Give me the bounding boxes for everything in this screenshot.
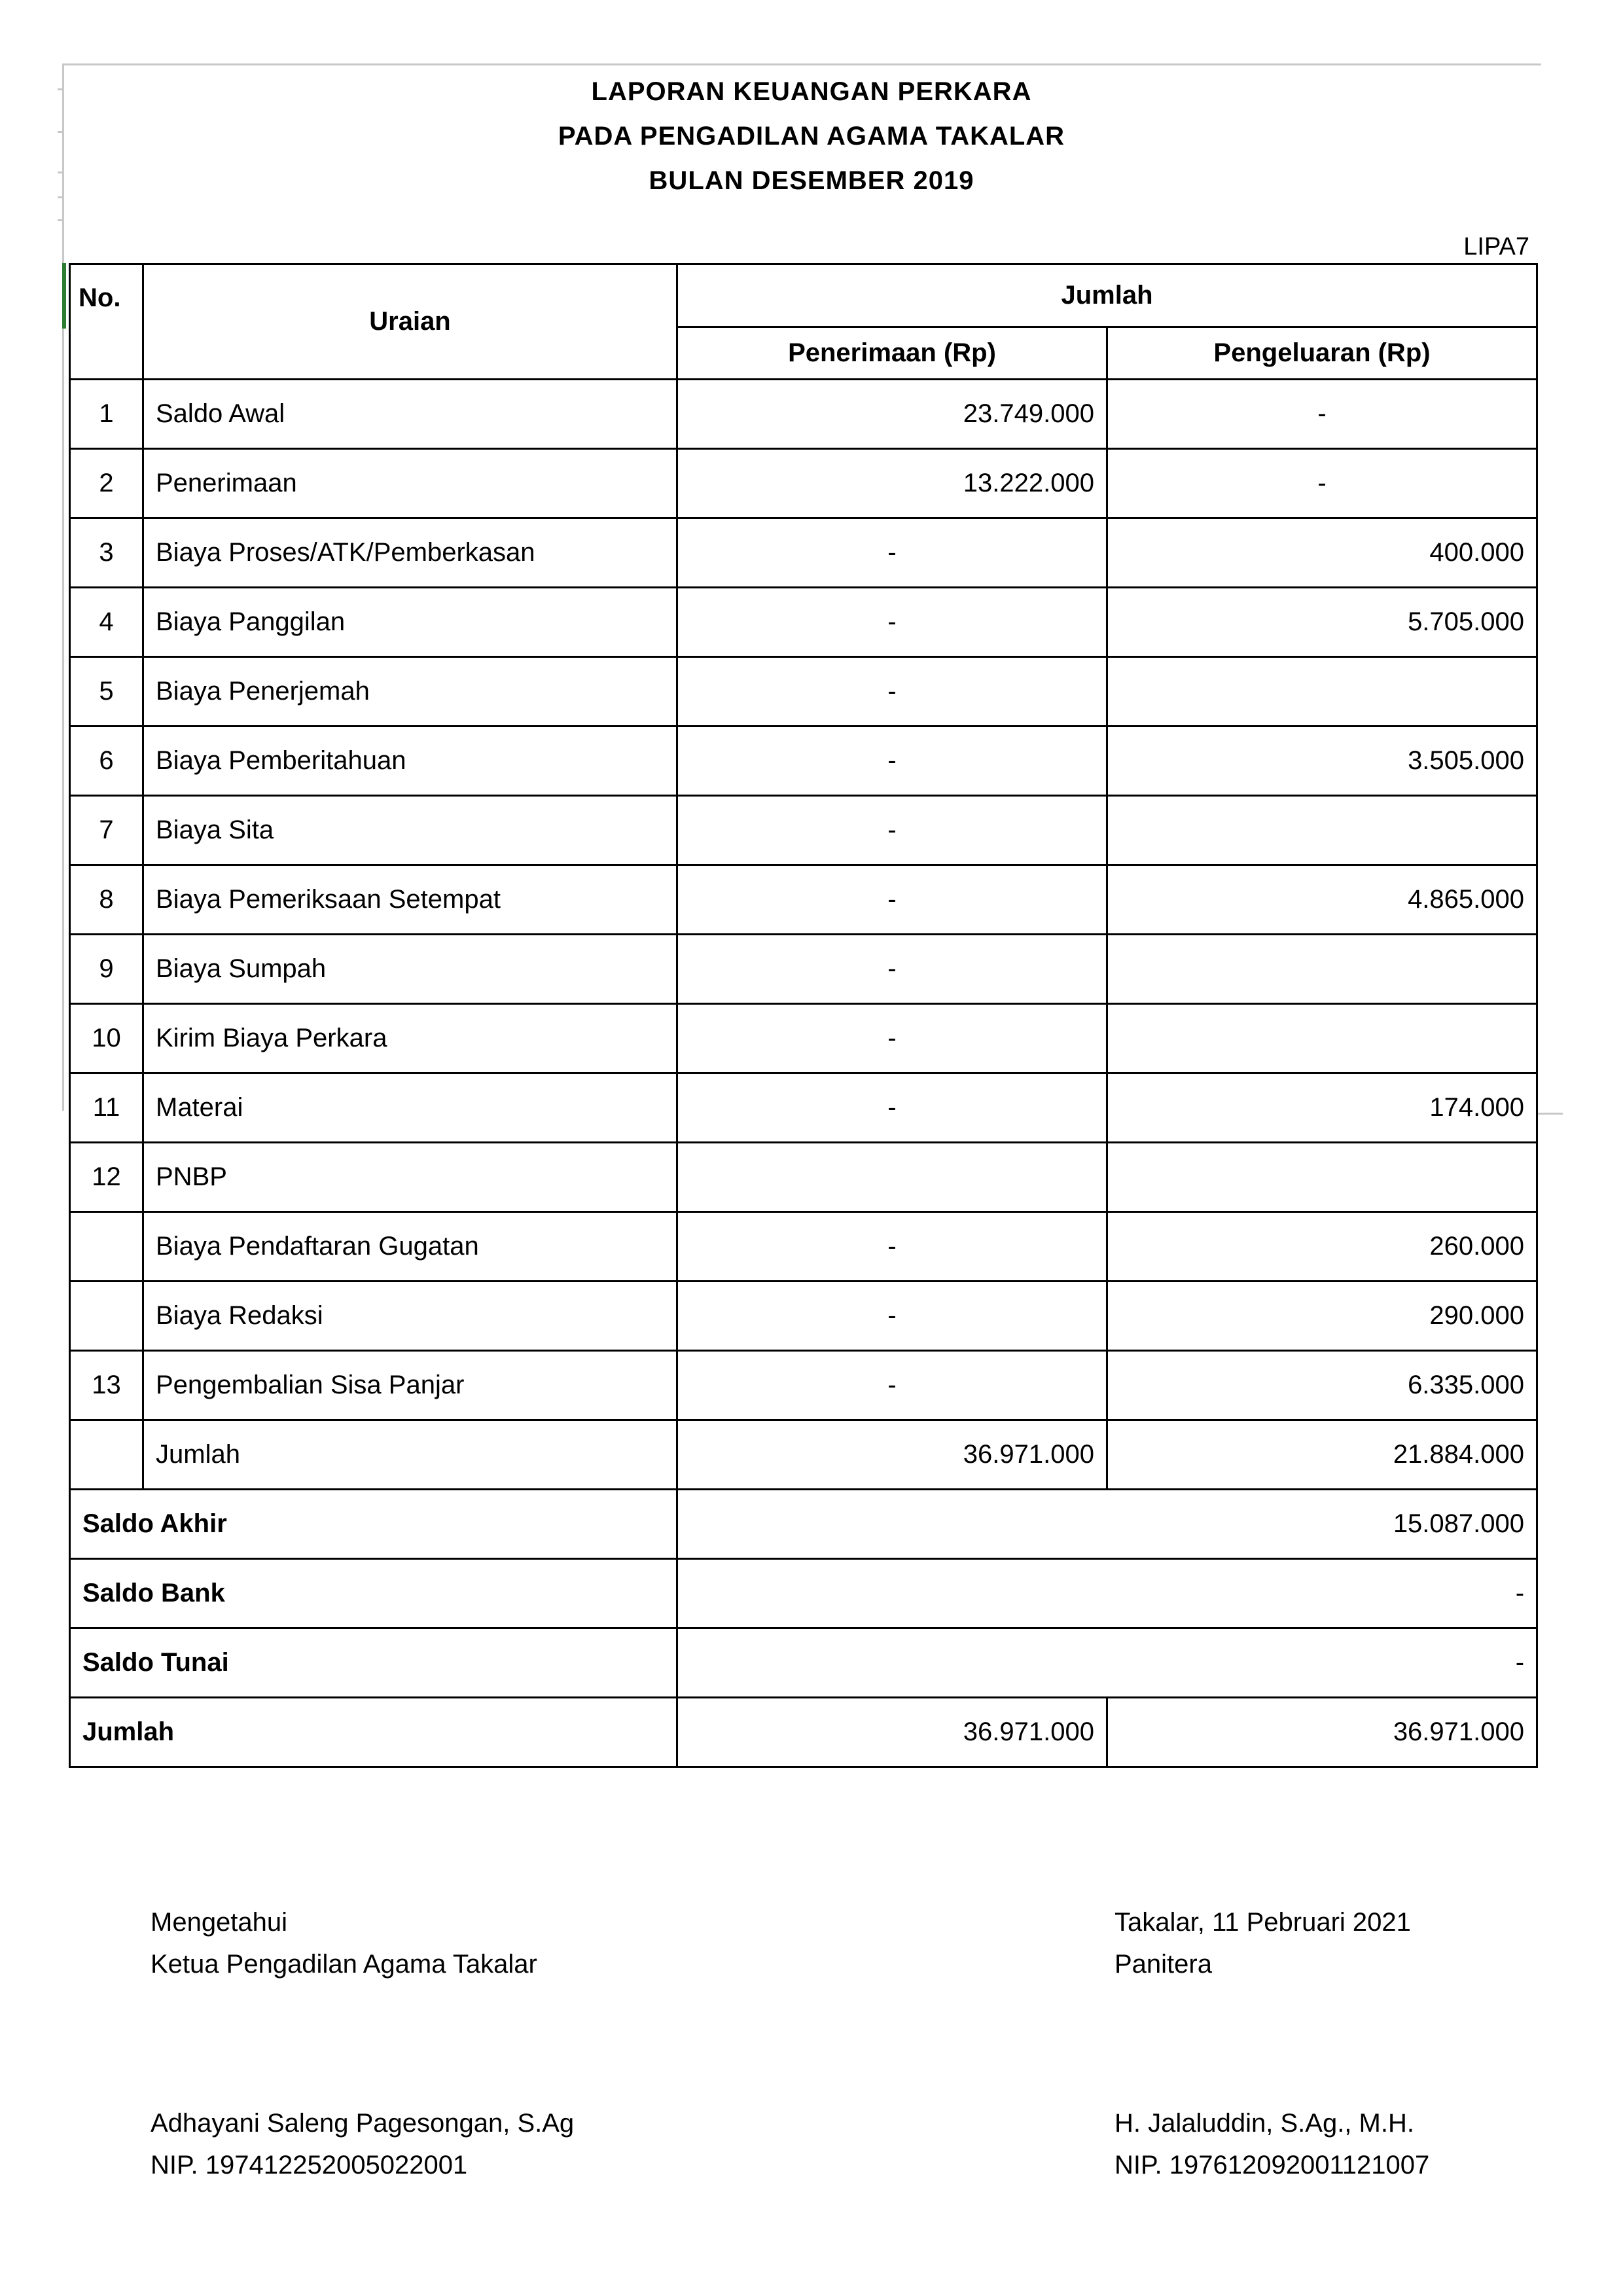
row-description: Biaya Redaksi — [143, 1282, 677, 1351]
row-penerimaan: - — [677, 796, 1107, 865]
row-number: 10 — [70, 1004, 143, 1073]
row-number — [70, 1420, 143, 1490]
total-label: Jumlah — [70, 1698, 677, 1767]
row-number: 7 — [70, 796, 143, 865]
row-pengeluaran: 174.000 — [1107, 1073, 1537, 1143]
col-header-jumlah: Jumlah — [677, 264, 1537, 327]
row-penerimaan: - — [677, 588, 1107, 657]
row-pengeluaran: 21.884.000 — [1107, 1420, 1537, 1490]
table-row — [70, 588, 1537, 657]
row-number: 6 — [70, 726, 143, 796]
col-header-pengeluaran: Pengeluaran (Rp) — [1107, 327, 1537, 380]
row-pengeluaran: 290.000 — [1107, 1282, 1537, 1351]
left-signatory-nip: NIP. 197412252005022001 — [151, 2151, 468, 2179]
row-description: Biaya Pemberitahuan — [143, 726, 677, 796]
table-row — [70, 1212, 1537, 1282]
row-penerimaan: - — [677, 657, 1107, 726]
row-penerimaan — [677, 1143, 1107, 1212]
row-penerimaan: 23.749.000 — [677, 380, 1107, 449]
row-description: Biaya Sumpah — [143, 935, 677, 1004]
row-number: 8 — [70, 865, 143, 935]
table-row — [70, 1004, 1537, 1073]
row-number: 4 — [70, 588, 143, 657]
row-pengeluaran — [1107, 935, 1537, 1004]
total-penerimaan: 36.971.000 — [677, 1698, 1107, 1767]
row-number: 1 — [70, 380, 143, 449]
row-pengeluaran: 5.705.000 — [1107, 588, 1537, 657]
table-row — [70, 380, 1537, 449]
row-description: Jumlah — [143, 1420, 677, 1490]
row-pengeluaran — [1107, 657, 1537, 726]
row-pengeluaran: 260.000 — [1107, 1212, 1537, 1282]
row-number: 3 — [70, 518, 143, 588]
row-pengeluaran — [1107, 796, 1537, 865]
row-pengeluaran: 4.865.000 — [1107, 865, 1537, 935]
row-description: Penerimaan — [143, 449, 677, 518]
row-description: Biaya Pendaftaran Gugatan — [143, 1212, 677, 1282]
signature-right-header — [1115, 1901, 1411, 1985]
row-penerimaan: - — [677, 1351, 1107, 1420]
table-body — [70, 380, 1537, 1490]
row-penerimaan: 36.971.000 — [677, 1420, 1107, 1490]
table-row — [70, 935, 1537, 1004]
row-pengeluaran: 3.505.000 — [1107, 726, 1537, 796]
table-row — [70, 1143, 1537, 1212]
row-penerimaan: - — [677, 935, 1107, 1004]
summary-row-saldo-akhir — [70, 1490, 1537, 1559]
row-pengeluaran: - — [1107, 449, 1537, 518]
row-pengeluaran — [1107, 1004, 1537, 1073]
sheet-border-stub — [1537, 1113, 1563, 1115]
report-code: LIPA7 — [1463, 233, 1529, 260]
row-number: 5 — [70, 657, 143, 726]
row-description: Saldo Awal — [143, 380, 677, 449]
saldo-bank-value: - — [677, 1559, 1537, 1628]
place-date: Takalar, 11 Pebruari 2021 — [1115, 1908, 1411, 1937]
row-penerimaan: - — [677, 518, 1107, 588]
left-position: Ketua Pengadilan Agama Takalar — [151, 1950, 537, 1979]
total-pengeluaran: 36.971.000 — [1107, 1698, 1537, 1767]
row-description: Biaya Proses/ATK/Pemberkasan — [143, 518, 677, 588]
report-subtitle: PADA PENGADILAN AGAMA TAKALAR — [558, 122, 1065, 151]
row-pengeluaran — [1107, 1143, 1537, 1212]
row-number: 11 — [70, 1073, 143, 1143]
sheet-border-top — [62, 63, 1541, 65]
row-penerimaan: - — [677, 1073, 1107, 1143]
row-penerimaan: - — [677, 1282, 1107, 1351]
row-penerimaan: - — [677, 1004, 1107, 1073]
signature-left-header — [151, 1901, 537, 1985]
table-row — [70, 1073, 1537, 1143]
summary-row-jumlah — [70, 1698, 1537, 1767]
col-header-penerimaan: Penerimaan (Rp) — [677, 327, 1107, 380]
row-number: 12 — [70, 1143, 143, 1212]
row-pengeluaran: 400.000 — [1107, 518, 1537, 588]
row-penerimaan: - — [677, 726, 1107, 796]
saldo-tunai-label: Saldo Tunai — [70, 1628, 677, 1698]
signature-right-footer — [1115, 2102, 1429, 2186]
table-row — [70, 657, 1537, 726]
row-number — [70, 1212, 143, 1282]
row-description: Kirim Biaya Perkara — [143, 1004, 677, 1073]
table-row — [70, 1351, 1537, 1420]
left-signatory-name: Adhayani Saleng Pagesongan, S.Ag — [151, 2109, 575, 2138]
row-number: 9 — [70, 935, 143, 1004]
finance-table — [69, 263, 1538, 1768]
row-number: 2 — [70, 449, 143, 518]
row-description: Biaya Sita — [143, 796, 677, 865]
row-description: PNBP — [143, 1143, 677, 1212]
row-description: Biaya Penerjemah — [143, 657, 677, 726]
right-position: Panitera — [1115, 1950, 1212, 1979]
row-description: Materai — [143, 1073, 677, 1143]
row-description: Pengembalian Sisa Panjar — [143, 1351, 677, 1420]
row-description: Biaya Pemeriksaan Setempat — [143, 865, 677, 935]
table-row — [70, 1282, 1537, 1351]
row-pengeluaran: 6.335.000 — [1107, 1351, 1537, 1420]
row-penerimaan: - — [677, 865, 1107, 935]
col-header-uraian: Uraian — [143, 264, 677, 380]
summary-row-saldo-bank — [70, 1559, 1537, 1628]
report-title: LAPORAN KEUANGAN PERKARA — [591, 77, 1032, 106]
row-penerimaan: - — [677, 1212, 1107, 1282]
report-period: BULAN DESEMBER 2019 — [649, 166, 974, 195]
row-number — [70, 1282, 143, 1351]
row-pengeluaran: - — [1107, 380, 1537, 449]
saldo-bank-label: Saldo Bank — [70, 1559, 677, 1628]
saldo-akhir-label: Saldo Akhir — [70, 1490, 677, 1559]
row-penerimaan: 13.222.000 — [677, 449, 1107, 518]
right-signatory-name: H. Jalaluddin, S.Ag., M.H. — [1115, 2109, 1414, 2138]
saldo-tunai-value: - — [677, 1628, 1537, 1698]
cell-selection-marker — [62, 263, 66, 329]
row-description: Biaya Panggilan — [143, 588, 677, 657]
row-number: 13 — [70, 1351, 143, 1420]
table-row — [70, 1420, 1537, 1490]
table-row — [70, 726, 1537, 796]
sheet-row-tick — [58, 196, 64, 198]
signature-left-footer — [151, 2102, 574, 2186]
table-row — [70, 865, 1537, 935]
summary-row-saldo-tunai — [70, 1628, 1537, 1698]
table-row — [70, 796, 1537, 865]
saldo-akhir-value: 15.087.000 — [677, 1490, 1537, 1559]
sheet-row-tick — [58, 219, 64, 221]
acknowledge-label: Mengetahui — [151, 1908, 288, 1937]
col-header-no: No. — [70, 264, 143, 380]
table-header-row — [70, 264, 1537, 327]
table-row — [70, 449, 1537, 518]
right-signatory-nip: NIP. 197612092001121007 — [1115, 2151, 1430, 2179]
table-row — [70, 518, 1537, 588]
